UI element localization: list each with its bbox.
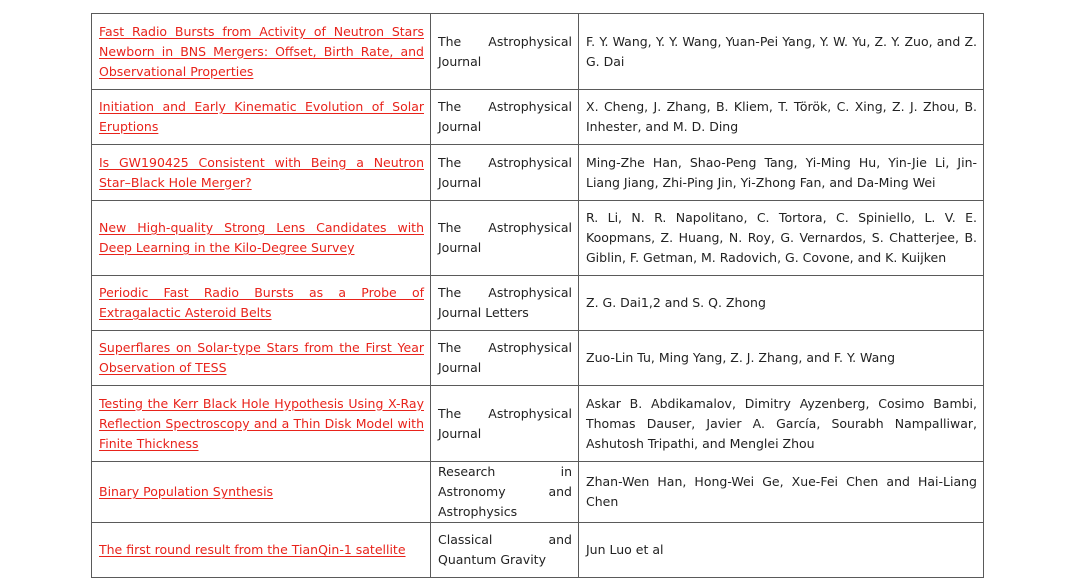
title-cell: [92, 14, 431, 90]
title-cell: [92, 201, 431, 276]
paper-title-link[interactable]: The first round result from the TianQin-1 satellite: [99, 542, 406, 557]
title-cell: [92, 462, 431, 523]
authors-cell: Z. G. Dai1,2 and S. Q. Zhong: [579, 276, 984, 331]
journal-cell: Classical and Quantum Gravity: [431, 523, 579, 578]
table-row: [92, 331, 984, 386]
journal-cell: The Astrophysical Journal: [431, 145, 579, 201]
paper-title-link[interactable]: Initiation and Early Kinematic Evolution of Solar Eruptions: [99, 99, 424, 134]
publications-table: [91, 13, 984, 578]
table-row: [92, 145, 984, 201]
title-cell: [92, 90, 431, 145]
paper-title-link[interactable]: Superflares on Solar-type Stars from the First Year Observation of TESS: [99, 340, 424, 375]
authors-cell: X. Cheng, J. Zhang, B. Kliem, T. Török, C. Xing, Z. J. Zhou, B. Inhester, and M. D. Ding: [579, 90, 984, 145]
title-cell: [92, 523, 431, 578]
table-row: [92, 462, 984, 523]
authors-cell: F. Y. Wang, Y. Y. Wang, Yuan-Pei Yang, Y. W. Yu, Z. Y. Zuo, and Z. G. Dai: [579, 14, 984, 90]
paper-title-link[interactable]: Periodic Fast Radio Bursts as a Probe of Extragalactic Asteroid Belts: [99, 285, 424, 320]
table-row: [92, 276, 984, 331]
title-cell: [92, 276, 431, 331]
journal-cell: The Astrophysical Journal: [431, 331, 579, 386]
journal-cell: The Astrophysical Journal: [431, 201, 579, 276]
title-cell: [92, 331, 431, 386]
authors-cell: Zhan-Wen Han, Hong-Wei Ge, Xue-Fei Chen and Hai-Liang Chen: [579, 462, 984, 523]
paper-title-link[interactable]: Testing the Kerr Black Hole Hypothesis Using X-Ray Reflection Spectroscopy and a Thin Disk Model with Finite Thickness: [99, 395, 424, 451]
title-cell: [92, 145, 431, 201]
authors-cell: Jun Luo et al: [579, 523, 984, 578]
authors-cell: Zuo-Lin Tu, Ming Yang, Z. J. Zhang, and F. Y. Wang: [579, 331, 984, 386]
paper-title-link[interactable]: Fast Radio Bursts from Activity of Neutron Stars Newborn in BNS Mergers: Offset, Birth Rate, and Observational Properties: [99, 23, 424, 79]
title-cell: [92, 386, 431, 462]
authors-cell: Askar B. Abdikamalov, Dimitry Ayzenberg, Cosimo Bambi, Thomas Dauser, Javier A. García, Sourabh Nampalliwar, Ashutosh Tripathi, and Menglei Zhou: [579, 386, 984, 462]
paper-title-link[interactable]: New High-quality Strong Lens Candidates with Deep Learning in the Kilo-Degree Survey: [99, 220, 424, 255]
journal-cell: The Astrophysical Journal Letters: [431, 276, 579, 331]
table-row: [92, 201, 984, 276]
journal-cell: The Astrophysical Journal: [431, 14, 579, 90]
authors-cell: R. Li, N. R. Napolitano, C. Tortora, C. Spiniello, L. V. E. Koopmans, Z. Huang, N. Roy, G. Vernardos, S. Chatterjee, B. Giblin, F. Getman, M. Radovich, G. Covone, and K. Kuijken: [579, 201, 984, 276]
table-row: [92, 14, 984, 90]
paper-title-link[interactable]: Is GW190425 Consistent with Being a Neutron Star–Black Hole Merger?: [99, 154, 424, 190]
table-row: [92, 90, 984, 145]
journal-cell: The Astrophysical Journal: [431, 90, 579, 145]
authors-cell: Ming-Zhe Han, Shao-Peng Tang, Yi-Ming Hu, Yin-Jie Li, Jin-Liang Jiang, Zhi-Ping Jin, Yi-Zhong Fan, and Da-Ming Wei: [579, 145, 984, 201]
journal-cell: The Astrophysical Journal: [431, 386, 579, 462]
table-row: [92, 386, 984, 462]
table-row: [92, 523, 984, 578]
journal-cell: Research in Astronomy and Astrophysics: [431, 462, 579, 523]
paper-title-link[interactable]: Binary Population Synthesis: [99, 484, 274, 499]
